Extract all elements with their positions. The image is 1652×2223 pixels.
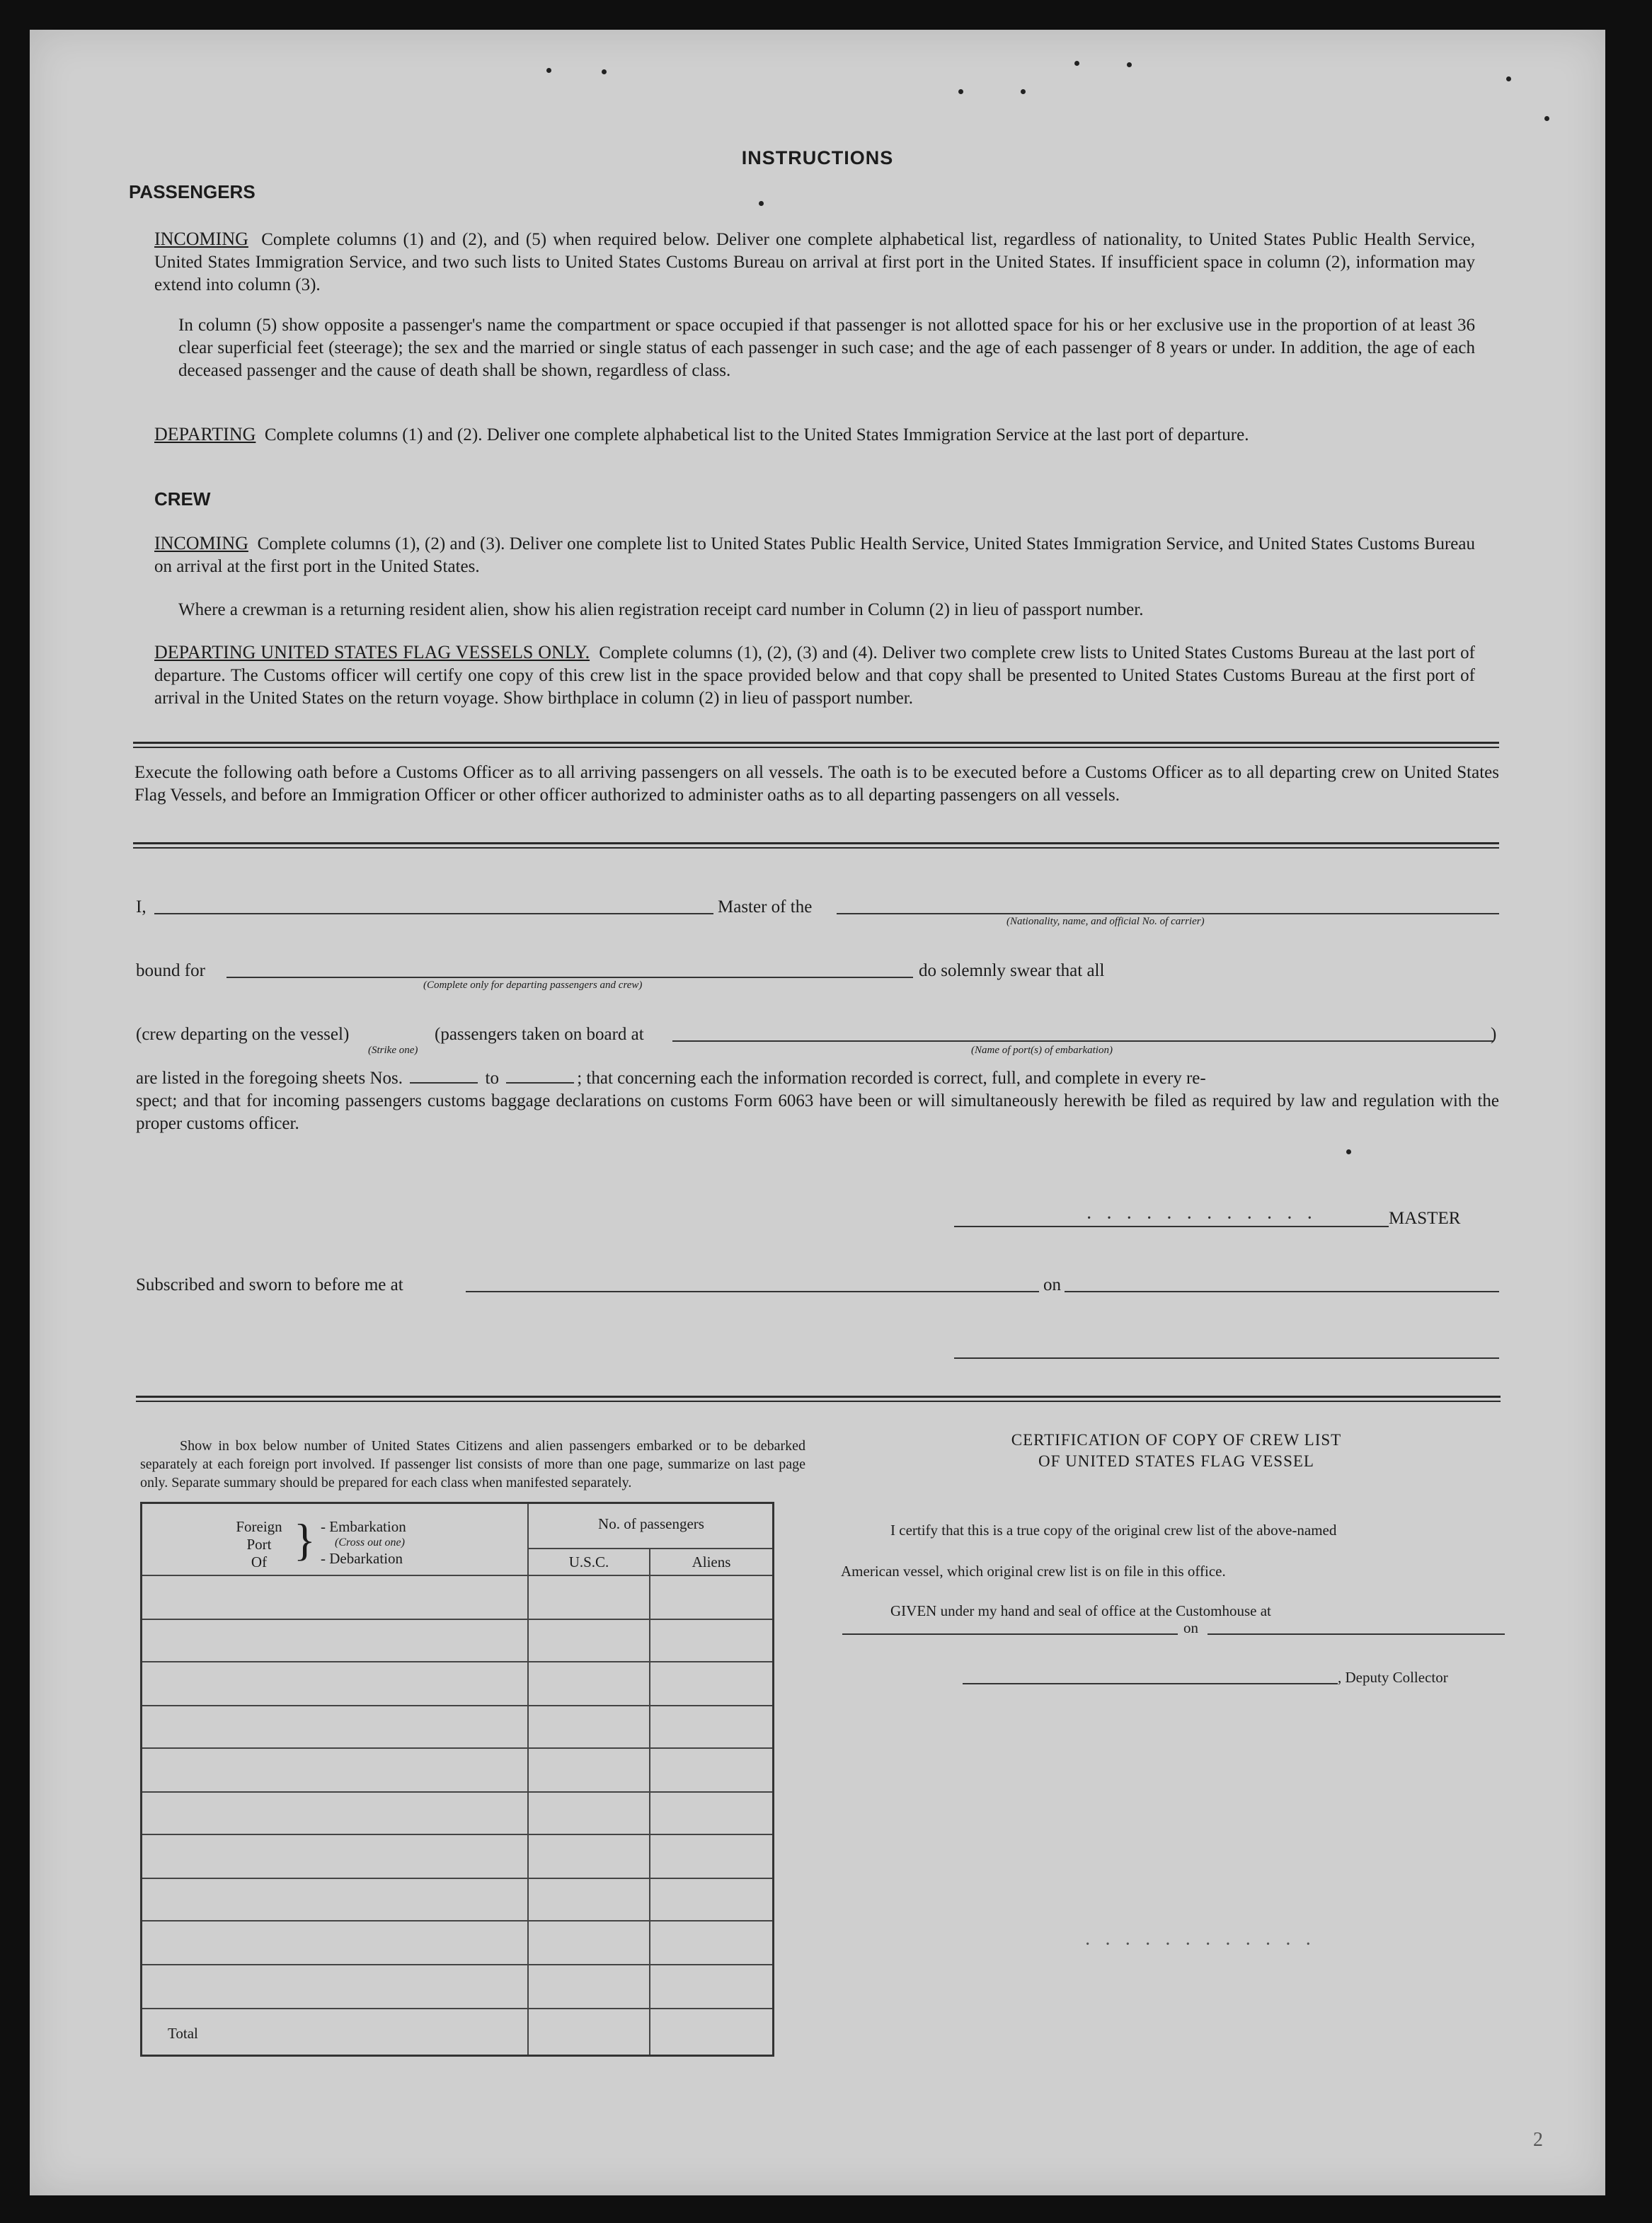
carrier-field[interactable]: [837, 913, 1499, 914]
crew-incoming-paragraph: [154, 532, 1475, 578]
dotted-mark: · · · · · · · · · · · ·: [1086, 1207, 1317, 1229]
ink-speck: [759, 201, 764, 206]
bound-for-field[interactable]: [226, 977, 913, 978]
certify-text-a: I certify that this is a true copy of the original crew list of the above-named: [890, 1522, 1337, 1539]
ink-speck: [1346, 1149, 1351, 1154]
resident-alien-paragraph: Where a crewman is a returning resident alien, show his alien registration receipt card number in Column (2) in lieu of passport number.: [178, 600, 1144, 619]
table-row: [142, 1834, 772, 1835]
embarkation-options: [321, 1518, 406, 1568]
certification-title-line2: OF UNITED STATES FLAG VESSEL: [1038, 1452, 1314, 1470]
ink-speck: [958, 89, 963, 94]
total-label: Total: [168, 2025, 198, 2042]
divider: [136, 1401, 1501, 1402]
port-note: (Name of port(s) of embarkation): [971, 1045, 1113, 1056]
table-row: [142, 1964, 772, 1965]
oath-declaration-text: spect; and that for incoming passengers customs baggage declarations on customs Form 6063 have been or will simultaneously herewith be filed as required by law and regulation with the proper customs officer.: [136, 1091, 1499, 1133]
usc-header: U.S.C.: [568, 1553, 609, 1570]
master-of-label: Master of the: [718, 897, 813, 917]
divider: [136, 1396, 1501, 1398]
sheet-from-field[interactable]: [410, 1068, 478, 1084]
crew-incoming-label: INCOMING: [154, 533, 248, 553]
sworn-place-field[interactable]: [466, 1291, 1039, 1292]
passengers-departing-text: Complete columns (1) and (2). Deliver one complete alphabetical list to the United States Immigration Service at the last port of departure.: [264, 425, 1249, 444]
oath-i-label: I,: [136, 897, 147, 917]
ink-speck: [1021, 89, 1026, 94]
table-row: [142, 1747, 772, 1749]
passengers-departing-label: DEPARTING: [154, 424, 256, 444]
crew-incoming-text: Complete columns (1), (2) and (3). Deliver one complete list to United States Public Health Service, United States Immigration Service, and United States Customs Bureau on arrival at the first port in the United States.: [154, 534, 1475, 576]
dotted-mark: · · · · · · · · · · · ·: [1084, 1934, 1316, 1955]
oath-instructions: Execute the following oath before a Customs Officer as to all arriving passengers on all vessels. The oath is to be executed before a Customs Officer as to all departing crew on United States Flag Vessels, and before an Immigration Officer or other officer authorized to administer oaths as to all departing passengers on all vessels.: [134, 763, 1499, 805]
crew-departing-paragraph: [154, 641, 1475, 710]
master-name-field[interactable]: [154, 913, 713, 914]
swear-label: do solemnly swear that all: [919, 961, 1105, 980]
customhouse-field[interactable]: [842, 1633, 1178, 1635]
ink-speck: [1074, 61, 1079, 66]
divider: [133, 747, 1499, 748]
listed-sheets-line: [136, 1067, 1206, 1090]
table-row: [142, 1705, 772, 1706]
passengers-heading: PASSENGERS: [129, 181, 256, 202]
header-divider: [529, 1548, 772, 1549]
form-sheet: [30, 30, 1605, 2195]
subscribed-label: Subscribed and sworn to before me at: [136, 1275, 403, 1294]
table-row: [142, 1878, 772, 1879]
listed-sheets-text: are listed in the foregoing sheets Nos.: [136, 1069, 403, 1088]
close-paren: ): [1491, 1025, 1497, 1044]
column-divider: [649, 1548, 650, 2055]
passenger-summary-table: [140, 1502, 774, 2057]
page-title: INSTRUCTIONS: [741, 147, 894, 168]
deputy-signature-field[interactable]: [963, 1683, 1338, 1684]
column5-paragraph: In column (5) show opposite a passenger's name the compartment or space occupied if that passenger is not allotted space for his or her exclusive use in the proportion of at least 36 clear superficial feet (steerage); the sex and the married or single status of each passenger in such case; and the age of each passenger of 8 years or under. In addition, the age of each deceased passenger and the cause of death shall be shown, regardless of class.: [178, 316, 1475, 380]
ink-speck: [602, 69, 607, 74]
divider: [133, 842, 1499, 844]
certification-title: [837, 1430, 1516, 1472]
strike-note: (Strike one): [368, 1045, 418, 1056]
divider: [133, 847, 1499, 849]
passengers-incoming-paragraph: [154, 228, 1475, 297]
ink-speck: [546, 68, 551, 73]
table-row: [142, 1791, 772, 1793]
ink-speck: [1506, 76, 1511, 81]
passengers-incoming-text: Complete columns (1) and (2), and (5) when required below. Deliver one complete alphabetical list, regardless of nationality, to United States Public Health Service, United States Immigration Service, and two such lists to United States Customs Bureau on arrival at first port in the United States. If insufficient space in column (2), information may extend into column (3).: [154, 230, 1476, 294]
brace-icon: }: [294, 1515, 316, 1565]
certification-on-label: on: [1183, 1619, 1198, 1636]
embarkation-port-field[interactable]: [672, 1040, 1493, 1042]
table-row: [142, 1619, 772, 1620]
debarkation-label: - Debarkation: [321, 1550, 403, 1567]
master-label: MASTER: [1389, 1209, 1461, 1228]
embarkation-label: - Embarkation: [321, 1518, 406, 1535]
of-label: Of: [251, 1553, 268, 1570]
crew-departing-label: DEPARTING UNITED STATES FLAG VESSELS ONLY.: [154, 642, 590, 662]
certify-text-b: American vessel, which original crew list is on file in this office.: [841, 1563, 1226, 1580]
port-label: Port: [246, 1536, 272, 1553]
deputy-collector-label: , Deputy Collector: [1338, 1669, 1448, 1686]
listed-sheets-cont: ; that concerning each the information recorded is correct, full, and complete in every re-: [577, 1069, 1206, 1088]
column-divider: [527, 1504, 529, 2055]
no-passengers-header: No. of passengers: [598, 1515, 704, 1532]
divider: [133, 742, 1499, 744]
crew-heading: CREW: [154, 488, 211, 510]
table-row: [142, 1661, 772, 1662]
sheet-to-field[interactable]: [506, 1068, 574, 1084]
passengers-incoming-label: INCOMING: [154, 229, 248, 249]
port-header-cell: [142, 1504, 527, 1575]
table-row: [142, 2008, 772, 2009]
table-row: [142, 1575, 772, 1576]
sworn-date-field[interactable]: [1065, 1291, 1499, 1292]
foreign-port-of: [227, 1518, 291, 1571]
bound-for-note: (Complete only for departing passengers and crew): [423, 980, 643, 991]
crew-departing-text: Complete columns (1), (2), (3) and (4). Deliver two complete crew lists to United States Customs Bureau at the last port of departure. The Customs officer will certify one copy of this crew list in the space provided below and that copy shall be presented to United States Customs Bureau at the first port of arrival in the United States on the return voyage. Show birthplace in column (2) in lieu of passport number.: [154, 643, 1475, 708]
carrier-note: (Nationality, name, and official No. of carrier): [1006, 916, 1205, 927]
certification-title-line1: CERTIFICATION OF COPY OF CREW LIST: [1011, 1431, 1342, 1449]
page-number: 2: [1533, 2129, 1543, 2151]
table-row: [142, 1920, 772, 1922]
given-text: GIVEN under my hand and seal of office at the Customhouse at: [890, 1602, 1271, 1619]
officer-signature-field[interactable]: [954, 1357, 1499, 1359]
ink-speck: [1544, 116, 1549, 121]
listed-to-label: to: [485, 1069, 499, 1088]
certification-date-field[interactable]: [1208, 1633, 1505, 1635]
cross-out-note: (Cross out one): [335, 1536, 405, 1549]
summary-instructions: Show in box below number of United States Citizens and alien passengers embarked or to be debarked separately at each foreign port involved. If passenger list consists of more than one page, summarize on last page only. Separate summary should be prepared for each class when manifested separately.: [140, 1438, 805, 1490]
aliens-header: Aliens: [692, 1553, 731, 1570]
passengers-taken-option: (passengers taken on board at: [435, 1025, 644, 1044]
bound-for-label: bound for: [136, 961, 205, 980]
passengers-departing-paragraph: [154, 423, 1475, 447]
foreign-label: Foreign: [236, 1518, 282, 1535]
crew-departing-option: (crew departing on the vessel): [136, 1025, 350, 1044]
ink-speck: [1127, 62, 1132, 67]
sworn-on-label: on: [1043, 1275, 1061, 1294]
